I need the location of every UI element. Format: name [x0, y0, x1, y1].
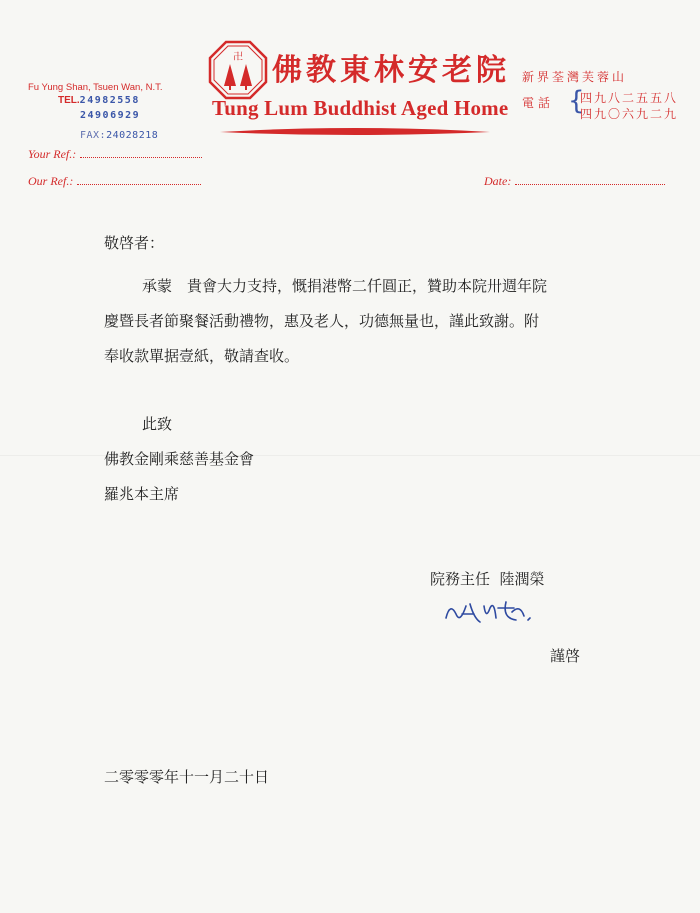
- tel-line: [58, 95, 140, 106]
- recipient-org: 佛教金剛乘慈善基金會: [104, 450, 255, 468]
- body-line-2: 慶暨長者節聚餐活動禮物，惠及老人，功德無量也，謹此致謝。附: [104, 312, 540, 330]
- signer: 院務主任 陸潤榮: [430, 570, 545, 588]
- address-en: Fu Yung Shan, Tsuen Wan, N.T.: [28, 82, 163, 93]
- your-ref-row: [28, 147, 202, 162]
- logo-swastika-mark: 卍: [233, 52, 243, 63]
- your-ref-label: Your Ref.:: [28, 147, 77, 161]
- phone-zh-1: 四九八二五五八: [580, 91, 679, 105]
- letter-date: 二零零零年十一月二十日: [104, 768, 270, 786]
- fax-number: 24028218: [106, 130, 159, 141]
- your-ref-line: [80, 148, 202, 158]
- closing: 此致: [142, 415, 173, 433]
- tel-number-2: 24906929: [80, 110, 141, 121]
- paper-fold-line: [0, 455, 700, 456]
- date-line: [515, 175, 665, 185]
- organization-name-zh: 佛教東林安老院: [272, 53, 510, 88]
- organization-logo: [208, 40, 268, 100]
- phone-zh-2: 四九〇六九二九: [580, 107, 679, 121]
- tel-number-1: 24982558: [79, 95, 140, 106]
- phone-bracket: {: [568, 86, 585, 116]
- our-ref-row: [28, 174, 201, 189]
- handwritten-signature: [440, 596, 540, 630]
- recipient-name: 羅兆本主席: [104, 485, 180, 503]
- our-ref-label: Our Ref.:: [28, 174, 74, 188]
- fax-label: FAX:: [80, 130, 107, 141]
- salutation: 敬啓者：: [104, 234, 165, 252]
- sign-off: 謹啓: [550, 647, 581, 665]
- tel-label: TEL.: [58, 95, 80, 106]
- header-divider: [220, 126, 490, 138]
- phone-label-zh: 電話: [522, 96, 555, 110]
- fax-line: [80, 130, 158, 141]
- our-ref-line: [77, 175, 201, 185]
- body-line-3: 奉收款單据壹紙，敬請查收。: [104, 347, 300, 365]
- organization-name-en: Tung Lum Buddhist Aged Home: [212, 96, 509, 120]
- address-zh: 新界荃灣芙蓉山: [522, 70, 628, 84]
- date-label: Date:: [484, 174, 512, 188]
- body-line-1: 承蒙 貴會大力支持，慨捐港幣二仟圓正，贊助本院卅週年院: [142, 277, 548, 295]
- date-row: [484, 174, 665, 189]
